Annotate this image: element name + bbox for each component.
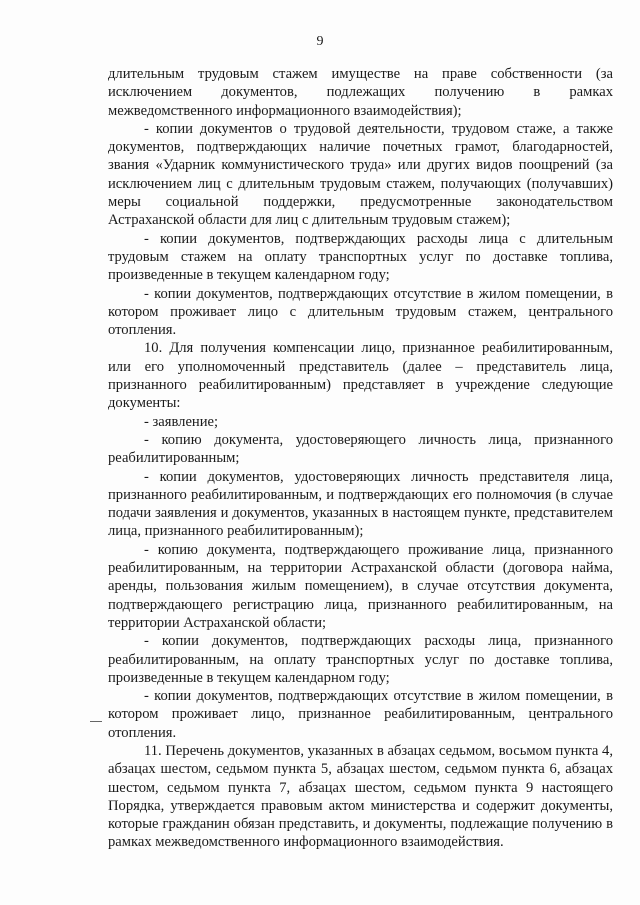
paragraph: - копии документов, удостоверяющих личность представителя лица, признанного реабилитированным, и подтверждающих его полномочия (в случае подачи заявления и документов, указанных в настоящем пункте, представителем лица, признанного реабилитированным); — [108, 468, 613, 540]
paragraph: - копии документов, подтверждающих отсутствие в жилом помещении, в котором проживает лицо с длительным трудовым стажем, центрального отопления. — [108, 285, 613, 339]
margin-mark — [90, 721, 102, 722]
paragraph: длительным трудовым стажем имуществе на праве собственности (за исключением документов, подлежащих получению в рамках межведомственного информационного взаимодействия); — [108, 66, 613, 119]
paragraph: - копии документов о трудовой деятельности, трудовом стаже, а также документов, подтверждающих наличие почетных грамот, благодарностей, звания «Ударник коммунистического труда» или других видов поощрений (за исключением лиц с длительным трудовым стажем, получающих (получавших) меры социальной поддержки, предусмотренные законодательством Астраханской области для лиц с длительным трудовым стажем); — [108, 120, 613, 229]
document-body — [108, 65, 613, 852]
paragraph: 11. Перечень документов, указанных в абзацах седьмом, восьмом пункта 4, абзацах шестом, седьмом пункта 5, абзацах шестом, седьмом пункта 6, абзацах шестом, седьмом пункта 7, абзацах шестом, седьмом пункта 9 настоящего Порядка, утверждается правовым актом министерства и содержит документы, которые гражданин обязан представить, и документы, подлежащие получению в рамках межведомственного информационного взаимодействия. — [108, 742, 613, 851]
paragraph: 10. Для получения компенсации лицо, признанное реабилитированным, или его уполномоченный представитель (далее – представитель лица, признанного реабилитированным) представляет в учреждение следующие документы: — [108, 340, 613, 412]
paragraph: - копии документов, подтверждающих отсутствие в жилом помещении, в котором проживает лицо, признанное реабилитированным, центрального отопления. — [108, 688, 613, 741]
paragraph: - копии документов, подтверждающих расходы лица с длительным трудовым стажем на оплату транспортных услуг по доставке топлива, произведенные в текущем календарном году; — [108, 230, 613, 284]
paragraph: - заявление; — [144, 413, 219, 430]
paragraph: - копию документа, удостоверяющего личность лица, признанного реабилитированным; — [108, 431, 613, 467]
paragraph: - копии документов, подтверждающих расходы лица, признанного реабилитированным, на оплату транспортных услуг по доставке топлива, произведенные в текущем календарном году; — [108, 633, 613, 686]
page-number: 9 — [316, 34, 324, 49]
paragraph: - копию документа, подтверждающего проживание лица, признанного реабилитированным, на территории Астраханской области (договора найма, аренды, пользования жилым помещением), в случае отсутствия документа, подтверждающего регистрацию лица, признанного реабилитированным, на территории Астраханской области; — [108, 541, 613, 631]
